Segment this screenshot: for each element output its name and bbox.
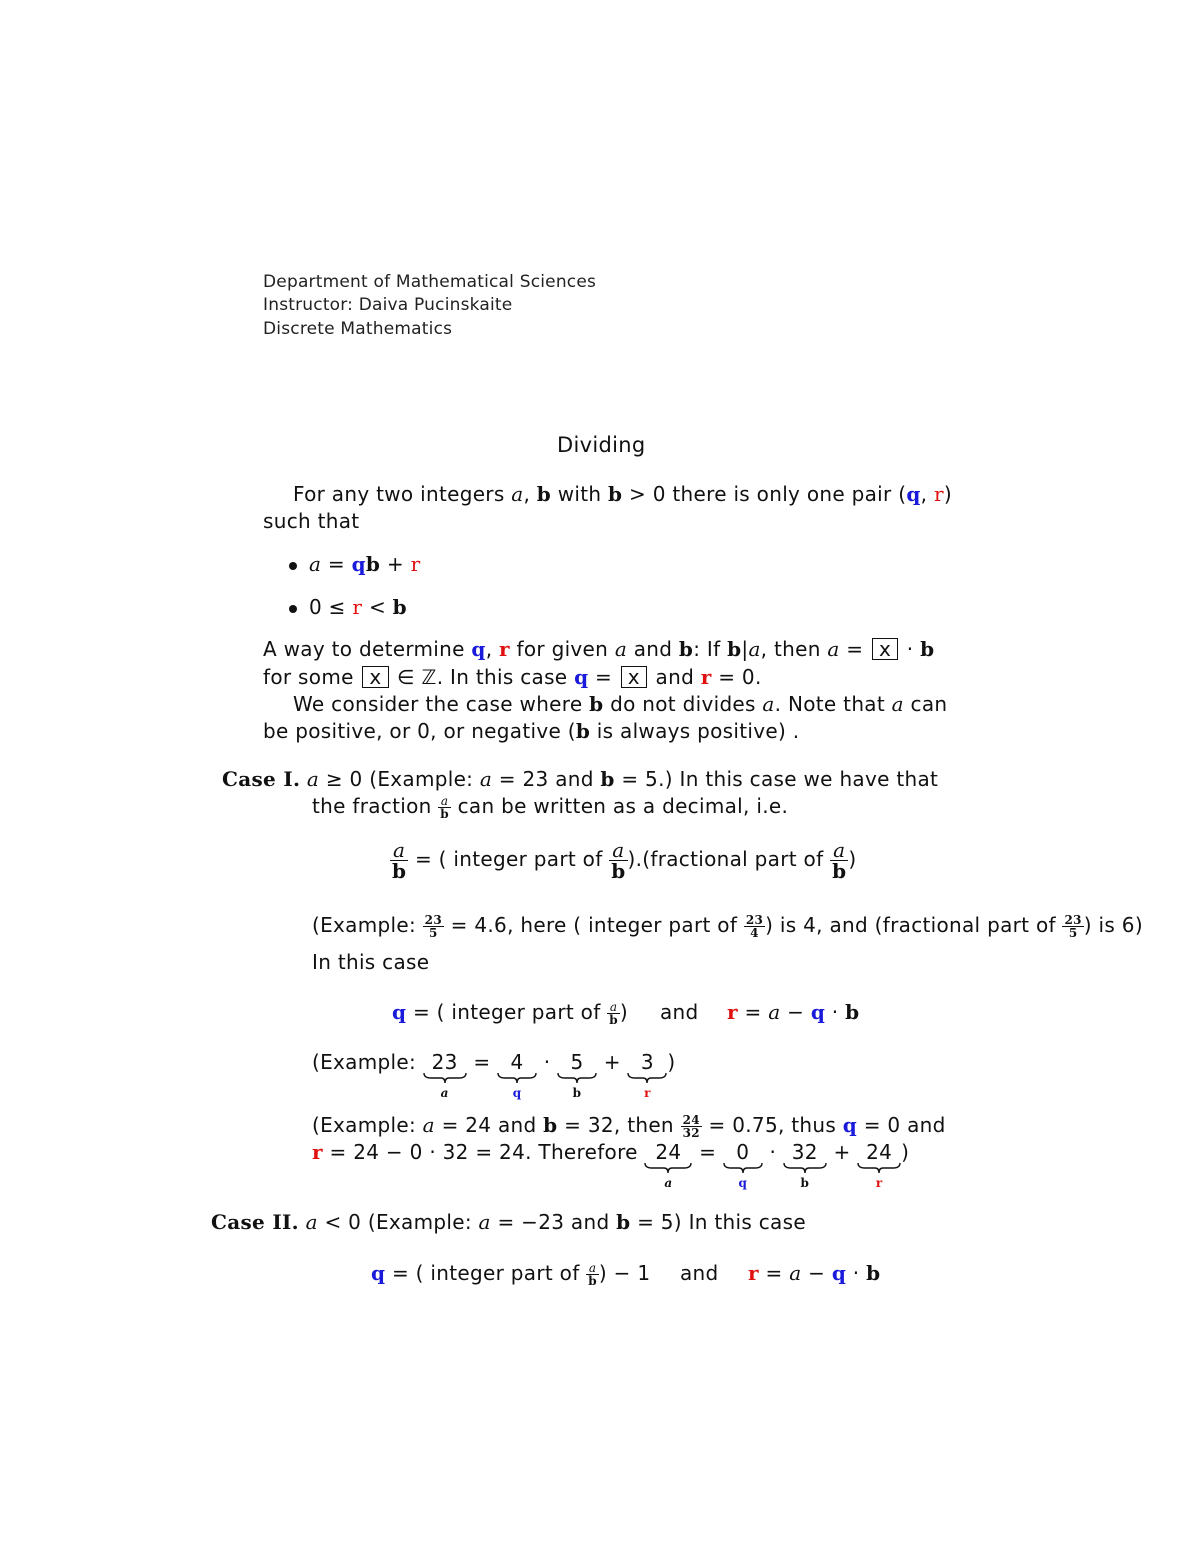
case-1-and: and [660, 1000, 699, 1024]
case-1-label: Case I. [222, 767, 301, 791]
case-1-example-2: (Example: 23 a = 4 q · 5 b + 3 r ) [312, 1050, 676, 1100]
fraction: $\frac{a}{b}$ [832, 838, 847, 883]
method-line-4: be positive, or 0, or negative (b is always positive) . [263, 719, 800, 743]
bullet-item-2: 0 ≤ r < b [289, 595, 407, 619]
fraction: $\frac{a}{b}$ [611, 838, 626, 883]
fraction: $\frac{23}{5}$ [1064, 913, 1082, 940]
boxed-x: x [362, 666, 388, 688]
case-1-example-3: (Example: a = 24 and b = 32, then $\frac{24}{32}$ = 0.75, thus q = 0 and [312, 1113, 946, 1140]
case-1-example-1: (Example: $\frac{23}{5}$ = 4.6, here ( integer part of $\frac{23}{4}$ ) is 4, and (fractional part of $\frac{23}{5}$ ) is 6) [312, 913, 1143, 940]
case-2-label: Case II. [211, 1210, 299, 1234]
fraction: $\frac{a}{b}$ [588, 1261, 597, 1288]
underbrace-term: 24 a [644, 1140, 692, 1190]
page-title: Dividing [557, 433, 646, 457]
method-line-3: We consider the case where b do not divides a. Note that a can [293, 692, 948, 716]
case-1-line-1: Case I. a ≥ 0 (Example: a = 23 and b = 5.) In this case we have that [222, 767, 939, 791]
bullet-item-1: a = qb + r [289, 552, 420, 576]
underbrace-term: 0 q [723, 1140, 763, 1190]
case-1-decimal-equation: $\frac{a}{b}$ = ( integer part of $\frac{a}{b}$ ).(fractional part of $\frac{a}{b}$ ) [392, 838, 857, 883]
case-1-r-formula: r = a − q · b [727, 1000, 860, 1024]
bullet-icon [289, 562, 297, 570]
case-1-q-formula: q = ( integer part of $\frac{a}{b}$ ) [392, 1000, 629, 1027]
case-2-r-formula: r = a − q · b [748, 1261, 881, 1285]
fraction: $\frac{24}{32}$ [682, 1113, 700, 1140]
bullet-icon [289, 605, 297, 613]
underbrace-term: 24 r [857, 1140, 901, 1190]
fraction: $\frac{a}{b}$ [609, 1000, 618, 1027]
case-2-and: and [680, 1261, 719, 1285]
case-1-example-4: r = 24 − 0 · 32 = 24. Therefore 24 a = 0 q · 32 b + 24 r ) [312, 1140, 910, 1190]
fraction: $\frac{a}{b}$ [440, 794, 449, 821]
boxed-x: x [872, 638, 898, 660]
fraction: $\frac{23}{5}$ [424, 913, 442, 940]
case-1-in-this-case: In this case [312, 950, 430, 974]
instructor-line: Instructor: Daiva Pucinskaite [263, 295, 513, 315]
department-line: Department of Mathematical Sciences [263, 272, 597, 292]
case-2-q-formula: q = ( integer part of $\frac{a}{b}$ ) − 1 [371, 1261, 651, 1288]
case-1-line-2: the fraction $\frac{a}{b}$ can be written as a decimal, i.e. [312, 794, 789, 821]
intro-line-1: For any two integers a, b with b > 0 there is only one pair (q, r) [293, 482, 952, 506]
method-line-1: A way to determine q, r for given a and b: If b|a, then a = x · b [263, 637, 935, 661]
fraction: $\frac{23}{4}$ [745, 913, 764, 940]
method-line-2: for some x ∈ ℤ. In this case q = x and r = 0. [263, 665, 762, 689]
case-2-line-1: Case II. a < 0 (Example: a = −23 and b = 5) In this case [211, 1210, 806, 1234]
underbrace-term: 4 q [497, 1050, 537, 1100]
course-line: Discrete Mathematics [263, 319, 453, 339]
underbrace-term: 23 a [423, 1050, 467, 1100]
underbrace-term: 3 r [627, 1050, 667, 1100]
underbrace-term: 32 b [783, 1140, 827, 1190]
underbrace-term: 5 b [557, 1050, 597, 1100]
boxed-x: x [621, 666, 647, 688]
intro-line-2: such that [263, 509, 360, 533]
fraction: $\frac{a}{b}$ [392, 838, 407, 883]
